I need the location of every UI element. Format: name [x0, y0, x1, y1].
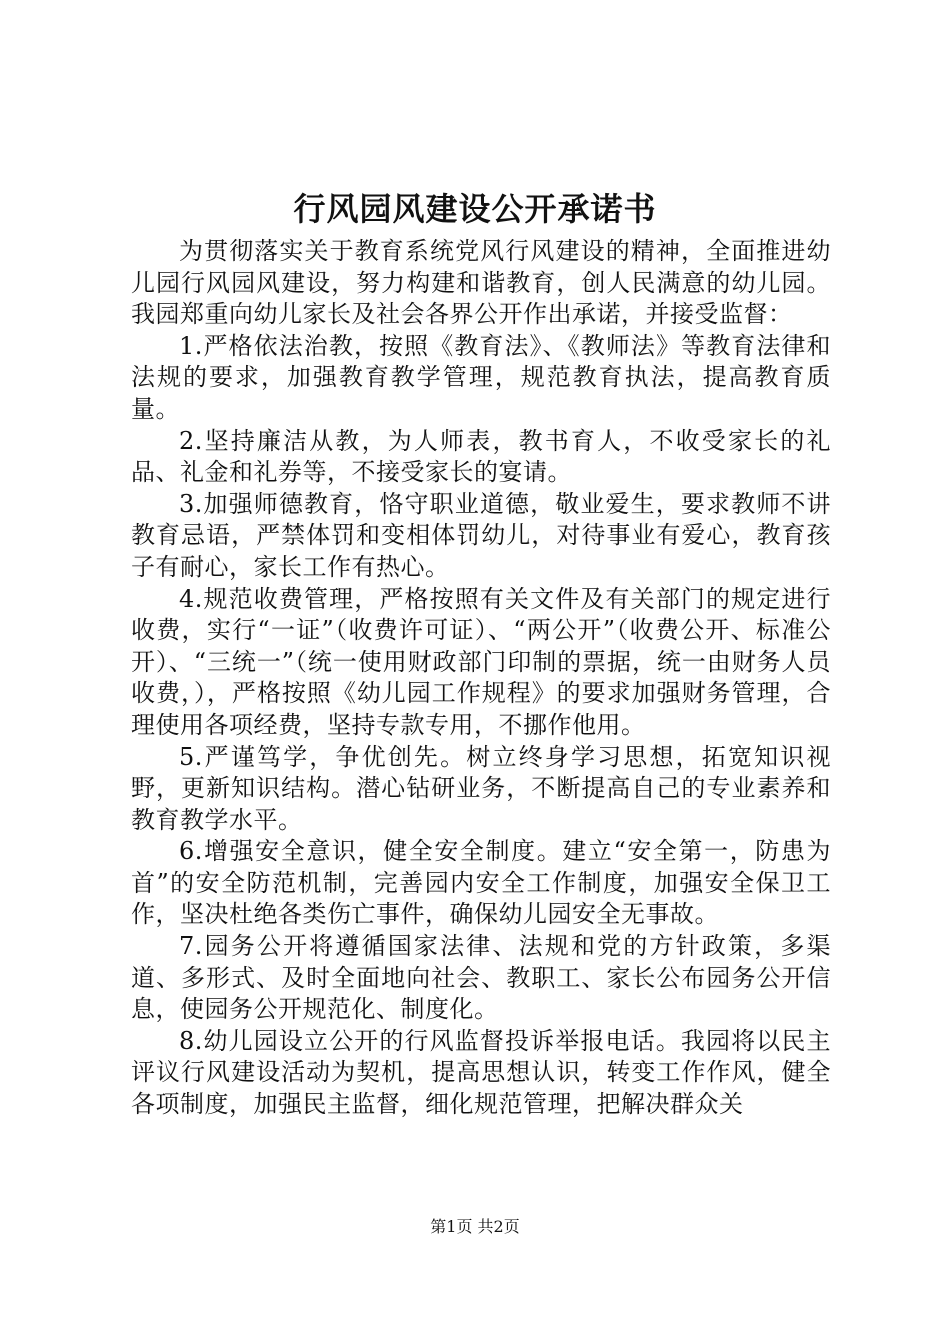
commitment-item-6: 6.增强安全意识，健全安全制度。建立“安全第一，防患为首”的安全防范机制，完善园内安全工作制度，加强安全保卫工作，坚决杜绝各类伤亡事件，确保幼儿园安全无事故。 — [131, 837, 831, 929]
commitment-item-4: 4.规范收费管理，严格按照有关文件及有关部门的规定进行收费，实行“一证”（收费许可证）、“两公开”（收费公开、标准公开）、“三统一”（统一使用财政部门印制的票据，统一由财务人员收费，），严格按照《幼儿园工作规程》的要求加强财务管理，合理使用各项经费，坚持专款专用，不挪作他用。 — [131, 584, 831, 739]
commitment-item-2: 2.坚持廉洁从教，为人师表，教书育人，不收受家长的礼品、礼金和礼券等，不接受家长的宴请。 — [131, 426, 831, 487]
commitment-item-8: 8.幼儿园设立公开的行风监督投诉举报电话。我园将以民主评议行风建设活动为契机，提高思想认识，转变工作作风，健全各项制度，加强民主监督，细化规范管理，把解决群众关 — [131, 1026, 831, 1119]
commitment-item-3: 3.加强师德教育，恪守职业道德，敬业爱生，要求教师不讲教育忌语，严禁体罚和变相体罚幼儿，对待事业有爱心，教育孩子有耐心，家长工作有热心。 — [131, 489, 831, 581]
intro-paragraph: 为贯彻落实关于教育系统党风行风建设的精神，全面推进幼儿园行风园风建设，努力构建和谐教育，创人民满意的幼儿园。我园郑重向幼儿家长及社会各界公开作出承诺，并接受监督： — [131, 237, 831, 329]
document-title: 行风园风建设公开承诺书 — [293, 190, 657, 228]
commitment-item-1: 1.严格依法治教，按照《教育法》、《教师法》等教育法律和法规的要求，加强教育教学管理，规范教育执法，提高教育质量。 — [131, 331, 831, 423]
commitment-item-5: 5.严谨笃学，争优创先。树立终身学习思想，拓宽知识视野，更新知识结构。潜心钻研业务，不断提高自己的专业素养和教育教学水平。 — [131, 742, 831, 834]
document-body — [131, 236, 831, 1121]
page-number-footer: 第1页 共2页 — [430, 1217, 520, 1236]
commitment-item-7: 7.园务公开将遵循国家法律、法规和党的方针政策，多渠道、多形式、及时全面地向社会、教职工、家长公布园务公开信息，使园务公开规范化、制度化。 — [131, 932, 831, 1024]
